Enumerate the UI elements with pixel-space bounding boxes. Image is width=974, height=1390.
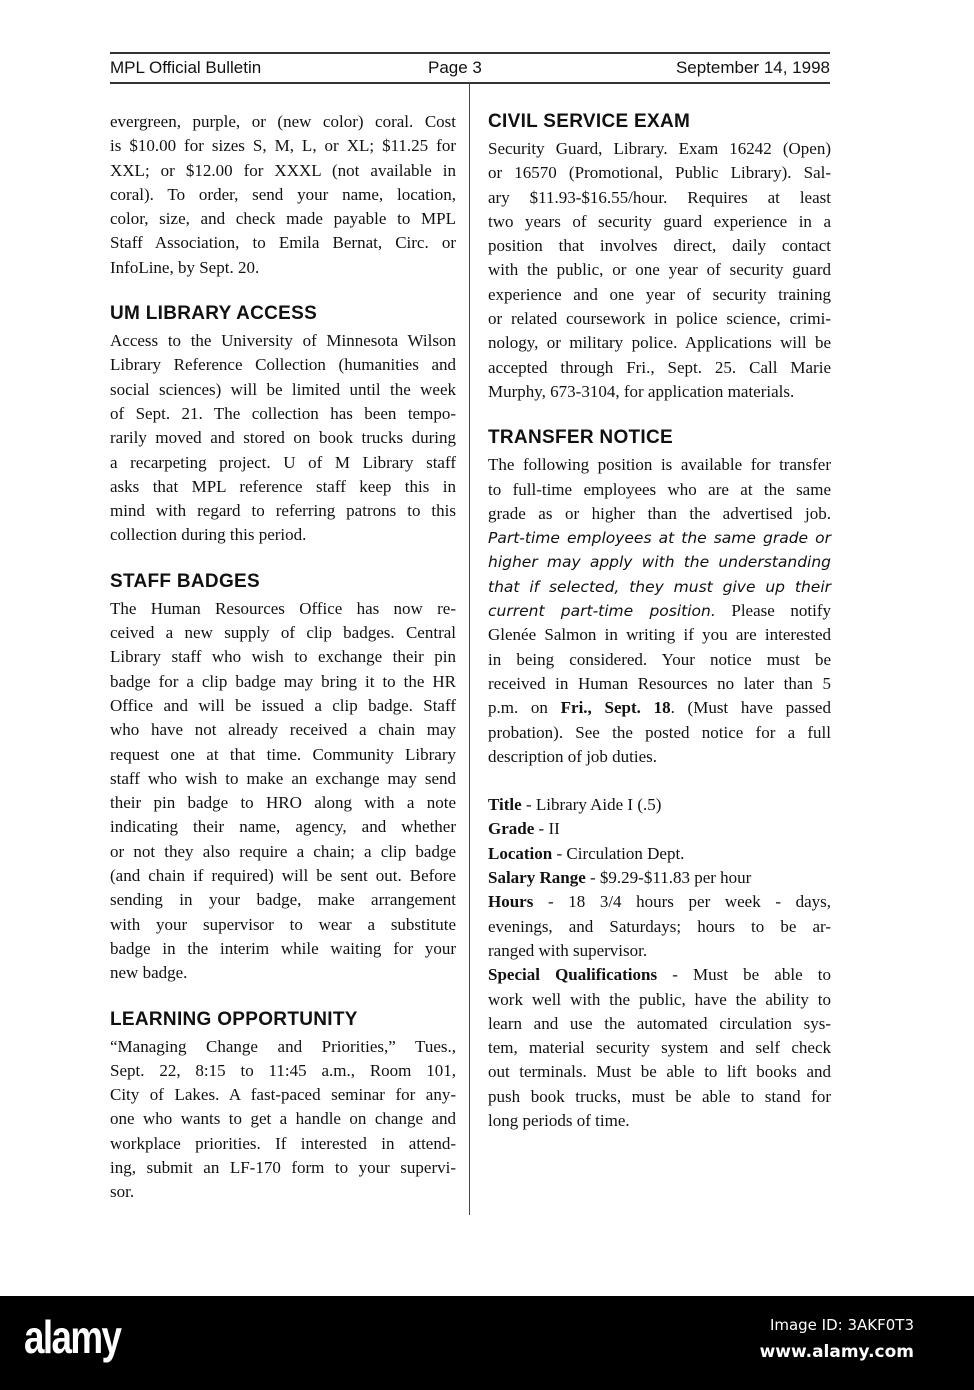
bold-text: Hours (488, 892, 534, 912)
image-id: Image ID: 3AKF0T3 (769, 1316, 914, 1334)
text-line: Glenée Salmon in writing if you are interested (488, 625, 831, 645)
paragraph (488, 890, 831, 963)
text-run: Please notify (715, 601, 831, 621)
text-line: Library staff who wish to exchange their pin (110, 647, 456, 667)
text-line: who have not already received a chain may (110, 720, 456, 740)
text-run: - Must be able to (657, 965, 831, 985)
text-line: badge in the interim while waiting for your (110, 938, 456, 958)
text-line: (and chain if required) will be sent out. Before (110, 866, 456, 886)
text-line: accepted through Fri., Sept. 25. Call Marie (488, 357, 831, 377)
text-line: asks that MPL reference staff keep this in (110, 476, 456, 496)
text-line: tem, material security system and self check (488, 1038, 831, 1058)
text-line: or not they also require a chain; a clip badge (110, 841, 456, 861)
paragraph (488, 793, 831, 817)
text-line: evenings, and Saturdays; hours to be ar- (488, 916, 831, 936)
text-line (488, 526, 831, 550)
paragraph (488, 842, 831, 866)
text-line: Sept. 22, 8:15 to 11:45 a.m., Room 101, (110, 1060, 456, 1080)
text-line: mind with regard to referring patrons to this (110, 501, 456, 521)
bold-text: Special Qualifications (488, 965, 658, 985)
text-line: sending in your badge, make arrangement (110, 890, 456, 910)
text-line: indicating their name, agency, and whether (110, 817, 456, 837)
text-line: XXL; or $12.00 for XXXL (not available in (110, 160, 456, 180)
bulletin-header (110, 52, 830, 84)
text-line: out terminals. Must be able to lift books and (488, 1062, 831, 1082)
text-run: . (Must have passed (670, 698, 831, 718)
text-run: - II (534, 819, 560, 839)
text-line: new badge. (110, 963, 188, 983)
text-line: or 16570 (Promotional, Public Library). Sal- (488, 163, 831, 183)
text-line: ceived a new supply of clip badges. Central (110, 623, 456, 643)
text-line: probation). See the posted notice for a full (488, 722, 831, 742)
section-civil-service-exam (488, 110, 831, 404)
alamy-logo: alamy (24, 1311, 121, 1363)
text-line: learn and use the automated circulation sys- (488, 1013, 831, 1033)
text-line: Office and will be issued a clip badge. Staff (110, 695, 456, 715)
text-line: of Sept. 21. The collection has been tempo- (110, 403, 456, 423)
text-line: collection during this period. (110, 525, 307, 545)
text-line (488, 817, 831, 841)
bold-text: Grade (488, 819, 535, 839)
text-line: ranged with supervisor. (488, 940, 648, 960)
bold-text: Fri., Sept. 18 (560, 698, 671, 718)
bold-text: Salary Range (488, 868, 586, 888)
text-line: two years of security guard experience in a (488, 211, 831, 231)
paragraph (488, 137, 831, 404)
text-line (488, 793, 831, 817)
text-line: rarily moved and stored on book trucks during (110, 428, 456, 448)
section-learning-opportunity (110, 1008, 456, 1205)
text-line: or related coursework in police science, crimi- (488, 309, 831, 329)
text-line: InfoLine, by Sept. 20. (110, 257, 260, 277)
text-line (488, 599, 831, 623)
section-heading: LEARNING OPPORTUNITY (110, 1008, 358, 1030)
text-line: a recarpeting project. U of M Library staff (110, 452, 456, 472)
text-line: City of Lakes. A fast-paced seminar for any- (110, 1085, 456, 1105)
paragraph (488, 453, 831, 769)
text-line (488, 963, 831, 987)
text-line: with your supervisor to wear a substitute (110, 914, 456, 934)
left-column (110, 110, 456, 1205)
section-heading: STAFF BADGES (110, 570, 260, 592)
paragraph (110, 329, 456, 548)
text-line: with the public, or one year of security guard (488, 260, 831, 280)
text-run: - Library Aide I (.5) (521, 795, 662, 815)
paragraph (488, 963, 831, 1133)
text-line: is $10.00 for sizes S, M, L, or XL; $11.25 for (110, 136, 456, 156)
paragraph (110, 597, 456, 986)
text-line (488, 866, 831, 890)
text-run: p.m. on (488, 698, 561, 718)
text-line (488, 842, 831, 866)
text-line: social sciences) will be limited until the week (110, 379, 456, 399)
paragraph (110, 1035, 456, 1205)
text-line: Security Guard, Library. Exam 16242 (Open) (488, 139, 831, 158)
watermark-banner (0, 1296, 974, 1390)
section-staff-badges (110, 570, 456, 986)
page-number: Page 3 (428, 58, 482, 77)
text-line: request one at that time. Community Library (110, 744, 456, 764)
bulletin-title: MPL Official Bulletin (110, 58, 262, 77)
text-line: The Human Resources Office has now re- (110, 598, 456, 618)
italic-text: that if selected, they must give up their (488, 577, 831, 596)
italic-text: Part-time employees at the same grade or (488, 529, 831, 548)
text-line: “Managing Change and Priorities,” Tues., (110, 1036, 456, 1056)
bold-text: Location (488, 843, 553, 863)
text-line: experience and one year of security training (488, 284, 831, 304)
text-line: sor. (110, 1182, 135, 1202)
column-divider (469, 82, 470, 1215)
section-heading: UM LIBRARY ACCESS (110, 303, 318, 325)
section-continued (110, 110, 456, 280)
text-line: position that involves direct, daily contact (488, 236, 831, 256)
section-transfer-notice (488, 426, 831, 1133)
text-line: staff who wish to make an exchange may send (110, 768, 456, 788)
text-line: The following position is available for transfer (488, 455, 831, 475)
text-line: nology, or military police. Applications will be (488, 333, 831, 353)
text-line: work well with the public, have the ability to (488, 989, 831, 1009)
text-line: Staff Association, to Emila Bernat, Circ. or (110, 233, 456, 253)
text-line: badge for a clip badge may bring it to the HR (110, 671, 456, 691)
text-line (488, 890, 831, 914)
text-line: in being considered. Your notice must be (488, 649, 831, 669)
text-line: description of job duties. (488, 746, 658, 766)
text-line: workplace priorities. If interested in attend- (110, 1133, 456, 1153)
text-line: evergreen, purple, or (new color) coral. Cost (110, 112, 456, 131)
paragraph (488, 817, 831, 841)
italic-text: higher may apply with the understanding (488, 553, 831, 572)
text-line (488, 575, 831, 599)
text-line: long periods of time. (488, 1110, 630, 1130)
text-line: received in Human Resources no later than 5 (488, 673, 831, 693)
italic-text: current part-time position. (488, 602, 716, 621)
text-line: one who wants to get a handle on change and (110, 1109, 456, 1129)
text-line: their pin badge to HRO along with a note (110, 793, 456, 813)
section-heading: TRANSFER NOTICE (488, 427, 673, 449)
text-line: Library Reference Collection (humanities and (110, 355, 456, 375)
text-run: - 18 3/4 hours per week - days, (533, 892, 831, 912)
text-line (488, 696, 831, 720)
text-line: coral). To order, send your name, location, (110, 184, 456, 204)
section-heading: CIVIL SERVICE EXAM (488, 111, 691, 132)
right-column (488, 110, 831, 1133)
text-line: grade as or higher than the advertised job. (488, 503, 831, 523)
text-line: ing, submit an LF-170 form to your supervi- (110, 1157, 456, 1177)
text-run: - $9.29-$11.83 per hour (585, 868, 752, 888)
text-run: - Circulation Dept. (552, 843, 685, 863)
text-line: push book trucks, must be able to stand for (488, 1086, 831, 1106)
text-line: to full-time employees who are at the same (488, 479, 831, 499)
paragraph (488, 866, 831, 890)
text-line: Access to the University of Minnesota Wilson (110, 331, 456, 351)
bulletin-date: September 14, 1998 (675, 58, 830, 77)
text-line: Murphy, 673-3104, for application materials. (488, 381, 795, 401)
bold-text: Title (488, 795, 522, 815)
text-line: ary $11.93-$16.55/hour. Requires at least (488, 187, 831, 207)
paragraph (110, 110, 456, 280)
text-line (488, 550, 831, 574)
text-line: color, size, and check made payable to MPL (110, 209, 456, 229)
watermark-site: www.alamy.com (759, 1342, 914, 1362)
section-um-library-access (110, 302, 456, 548)
